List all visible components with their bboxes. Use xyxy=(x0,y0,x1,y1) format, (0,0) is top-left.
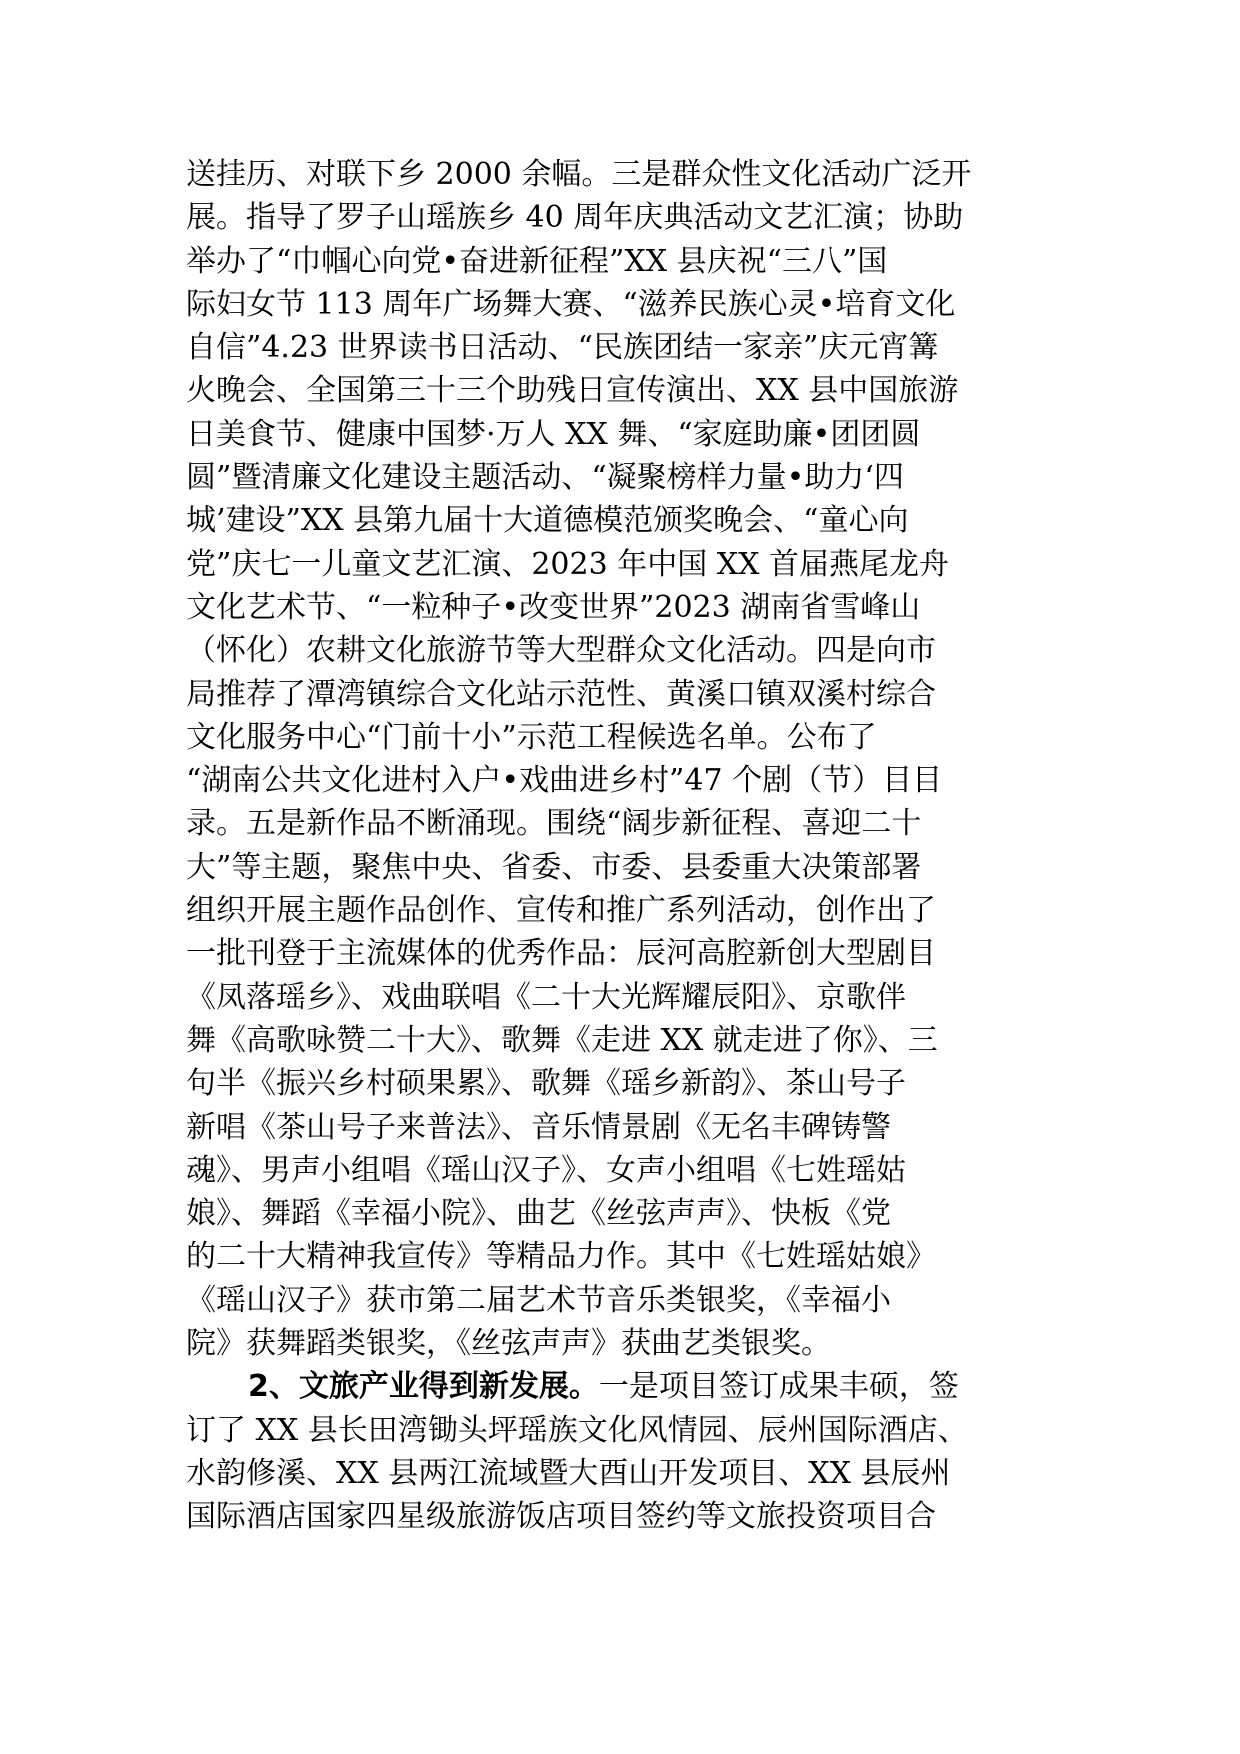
text-line: 魂》、男声小组唱《瑶山汉子》、女声小组唱《七姓瑶姑 xyxy=(186,1152,906,1188)
text-line: 举办了“巾帼心向党•奋进新征程”XX 县庆祝“三八”国 xyxy=(186,243,888,279)
text-line: 党”庆七一儿童文艺汇演、2023 年中国 XX 首届燕尾龙舟 xyxy=(186,546,950,582)
text-line: 《凤落瑶乡》、戏曲联唱《二十大光辉耀辰阳》、京歌伴 xyxy=(186,979,906,1015)
text-line: 际妇女节 113 周年广场舞大赛、“滋养民族心灵•培育文化 xyxy=(186,286,956,322)
text-line: 舞《高歌咏赞二十大》、歌舞《走进 XX 就走进了你》、三 xyxy=(186,1022,938,1058)
text-line: 国际酒店国家四星级旅游饭店项目签约等文旅投资项目合 xyxy=(186,1499,936,1535)
text-line: 一批刊登于主流媒体的优秀作品：辰河高腔新创大型剧目 xyxy=(186,936,936,972)
section-2-first-line-text: 一是项目签订成果丰硕，签 xyxy=(598,1369,959,1405)
section-2-heading: 2、文旅产业得到新发展。 xyxy=(248,1369,599,1405)
text-line: 圆”暨清廉文化建设主题活动、“凝聚榜样力量•助力‘四 xyxy=(186,460,904,496)
text-line: 订了 XX 县长田湾锄头坪瑶族文化风情园、辰州国际酒店、 xyxy=(186,1412,968,1448)
text-line: 娘》、舞蹈《幸福小院》、曲艺《丝弦声声》、快板《党 xyxy=(186,1196,891,1232)
text-line: 日美食节、健康中国梦·万人 XX 舞、“家庭助廉•团团圆 xyxy=(186,416,921,452)
document-body xyxy=(186,153,1054,1539)
text-line: 水韵修溪、XX 县两江流域暨大酉山开发项目、XX 县辰州 xyxy=(186,1455,951,1491)
text-line: 自信”4.23 世界读书日活动、“民族团结一家亲”庆元宵篝 xyxy=(186,330,939,366)
text-line: 送挂历、对联下乡 2000 余幅。三是群众性文化活动广泛开 xyxy=(186,157,972,192)
text-line: 录。五是新作品不断涌现。围绕“阔步新征程、喜迎二十 xyxy=(186,806,922,842)
text-line: 院》获舞蹈类银奖，《丝弦声声》获曲艺类银奖。 xyxy=(186,1326,831,1362)
text-line: 城’建设”XX 县第九届十大道德模范颁奖晚会、“童心向 xyxy=(186,503,909,539)
text-line: 《瑶山汉子》获市第二届艺术节音乐类银奖，《幸福小 xyxy=(186,1282,891,1318)
text-line: 文化服务中心“门前十小”示范工程候选名单。公布了 xyxy=(186,719,877,755)
text-line: 局推荐了潭湾镇综合文化站示范性、黄溪口镇双溪村综合 xyxy=(186,676,936,712)
text-line: 的二十大精神我宣传》等精品力作。其中《七姓瑶姑娘》 xyxy=(186,1239,936,1275)
text-line: 句半《振兴乡村硕果累》、歌舞《瑶乡新韵》、茶山号子 xyxy=(186,1066,906,1102)
text-line: 火晚会、全国第三十三个助残日宣传演出、XX 县中国旅游 xyxy=(186,373,959,409)
text-line: 大”等主题，聚焦中央、省委、市委、县委重大决策部署 xyxy=(186,849,922,885)
text-line: 展。指导了罗子山瑶族乡 40 周年庆典活动文艺汇演；协助 xyxy=(186,200,964,236)
section-2-first-line xyxy=(186,1365,1054,1408)
text-line: “湖南公共文化进村入户•戏曲进乡村”47 个剧（节）目目 xyxy=(186,763,943,799)
text-line: 组织开展主题作品创作、宣传和推广系列活动，创作出了 xyxy=(186,893,936,929)
text-line: 新唱《茶山号子来普法》、音乐情景剧《无名丰碑铸警 xyxy=(186,1109,891,1145)
text-line: 文化艺术节、“一粒种子•改变世界”2023 湖南省雪峰山 xyxy=(186,589,921,625)
text-line: （怀化）农耕文化旅游节等大型群众文化活动。四是向市 xyxy=(186,633,936,669)
